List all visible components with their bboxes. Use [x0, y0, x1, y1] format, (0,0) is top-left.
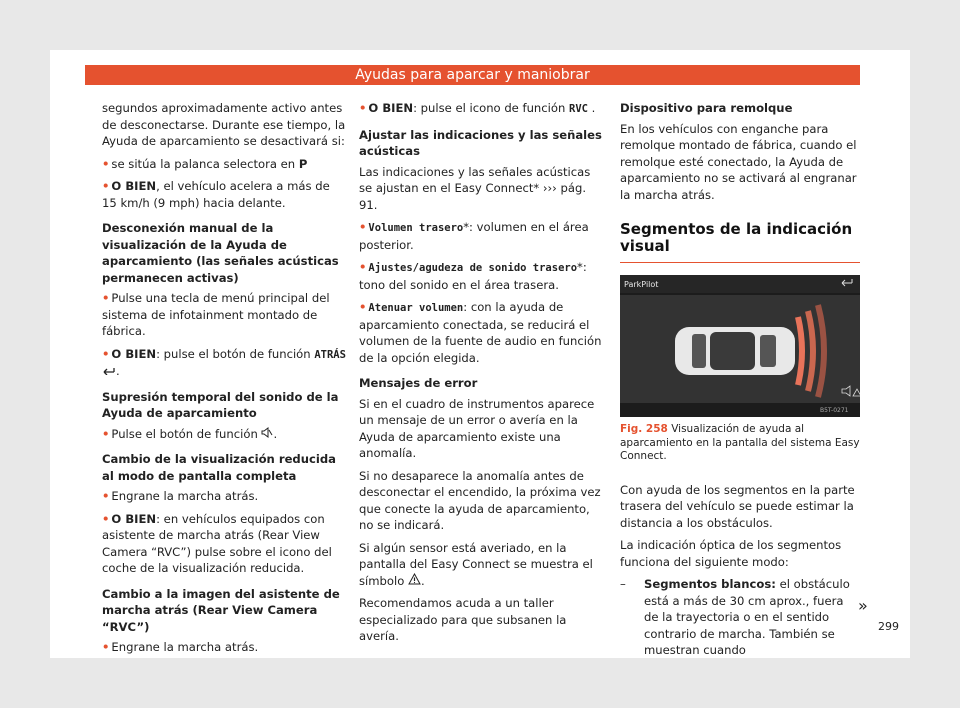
heading: Desconexión manual de la visualización de la Ayuda de aparcamiento (las señales acústicas permanecen activas)	[102, 221, 339, 285]
heading: Mensajes de error	[359, 376, 478, 390]
bullet-item: • O BIEN, el vehículo acelera a más de 15 km/h (9 mph) hacia delante.	[102, 179, 330, 210]
column-3	[620, 100, 860, 659]
function-key: RVC	[569, 103, 588, 115]
paragraph: Si no desaparece la anomalía antes de desconectar el encendido, la próxima vez que conecte la ayuda de aparcamiento, no se indicará.	[359, 468, 601, 532]
bullet-item: • Pulse una tecla de menú principal del sistema de infotainment montado de fábrica.	[102, 291, 330, 338]
heading: Cambio de la visualización reducida al modo de pantalla completa	[102, 452, 336, 483]
bullet-icon: •	[102, 489, 110, 503]
parkpilot-figure	[620, 275, 860, 417]
bullet-icon: •	[359, 300, 367, 314]
bullet-item: • O BIEN: en vehículos equipados con asistente de marcha atrás (Rear View Camera “RVC”) pulse sobre el icono del coche de la visualización reducida.	[102, 511, 332, 575]
function-key: ATRÁS	[314, 348, 346, 361]
bullet-icon: •	[102, 179, 110, 193]
screen-title: ParkPilot	[624, 280, 659, 289]
bullet-item: • Engrane la marcha atrás.	[102, 640, 259, 654]
bullet-item: • Pulse el botón de función .	[102, 426, 278, 441]
dash-item: – Segmentos blancos: el obstáculo está a más de 30 cm aprox., fuera de la trayectoria o en el sentido contrario de marcha. También se muestran cuando	[620, 577, 850, 657]
car-top-view	[675, 327, 795, 375]
heading: Supresión temporal del sonido de la Ayuda de aparcamiento	[102, 389, 339, 420]
bullet-icon: •	[359, 220, 367, 234]
bullet-item: • Atenuar volumen: con la ayuda de aparcamiento conectada, se reducirá el volumen de la fuente de audio en función de la opción elegida.	[359, 300, 602, 365]
column-2	[359, 100, 604, 651]
paragraph: En los vehículos con enganche para remolque montado de fábrica, cuando el remolque esté conectado, la Ayuda de aparcamiento no se activará al engranar la marcha atrás.	[620, 121, 857, 202]
section-title: Segmentos de la indicación visual	[620, 221, 860, 263]
paragraph: Recomendamos acuda a un taller especializado para que subsanen la avería.	[359, 596, 567, 643]
column-1	[102, 100, 347, 662]
bullet-icon: •	[102, 346, 110, 361]
figure-caption: Fig. 258 Visualización de ayuda al aparcamiento en la pantalla del sistema Easy Connect.	[620, 423, 860, 462]
paragraph: Las indicaciones y las señales acústicas se ajustan en el Easy Connect* ››› pág. 91.	[359, 164, 591, 212]
paragraph: segundos aproximadamente activo antes de desconectarse. Durante ese tiempo, la Ayuda de aparcamiento se desactivará si:	[102, 101, 346, 148]
bullet-icon: •	[359, 101, 367, 115]
bullet-item: • O BIEN: pulse el botón de función ATRÁS .	[102, 346, 346, 378]
heading: Ajustar las indicaciones y las señales acústicas	[359, 127, 602, 158]
heading: Dispositivo para remolque	[620, 101, 793, 115]
bullet-icon: •	[359, 260, 367, 274]
paragraph: Con ayuda de los segmentos en la parte trasera del vehículo se puede estimar la distancia a los obstáculos.	[620, 482, 855, 530]
page-number: 299	[878, 620, 899, 633]
bullet-icon: •	[102, 640, 110, 654]
bullet-item: • se sitúa la palanca selectora en P	[102, 156, 308, 171]
page-header: Ayudas para aparcar y maniobrar	[85, 65, 860, 85]
bullet-icon: •	[102, 156, 110, 171]
bullet-icon: •	[102, 511, 110, 526]
warning-icon	[408, 574, 421, 588]
bullet-item: • Engrane la marcha atrás.	[102, 489, 259, 503]
continue-marker: »	[858, 596, 868, 615]
bullet-item: • Ajustes/agudeza de sonido trasero*: tono del sonido en el área trasera.	[359, 260, 587, 292]
bullet-item: • O BIEN: pulse el icono de función RVC .	[359, 101, 596, 115]
paragraph: Si en el cuadro de instrumentos aparece un mensaje de un error o avería en la Ayuda de aparcamiento existe una anomalía.	[359, 396, 595, 460]
paragraph: La indicación óptica de los segmentos funciona del siguiente modo:	[620, 538, 842, 569]
paragraph: Si algún sensor está averiado, en la pantalla del Easy Connect se muestra el símbolo .	[359, 540, 593, 588]
back-arrow-icon	[102, 364, 116, 378]
heading: Cambio a la imagen del asistente de marcha atrás (Rear View Camera “RVC”)	[102, 586, 340, 634]
parkpilot-screen	[620, 275, 860, 417]
bullet-icon: •	[102, 426, 110, 441]
mute-icon	[261, 427, 273, 441]
bullet-item: • Volumen trasero*: volumen en el área posterior.	[359, 220, 589, 252]
figure-code: B5T-0271	[820, 407, 849, 414]
bullet-icon: •	[102, 291, 110, 305]
